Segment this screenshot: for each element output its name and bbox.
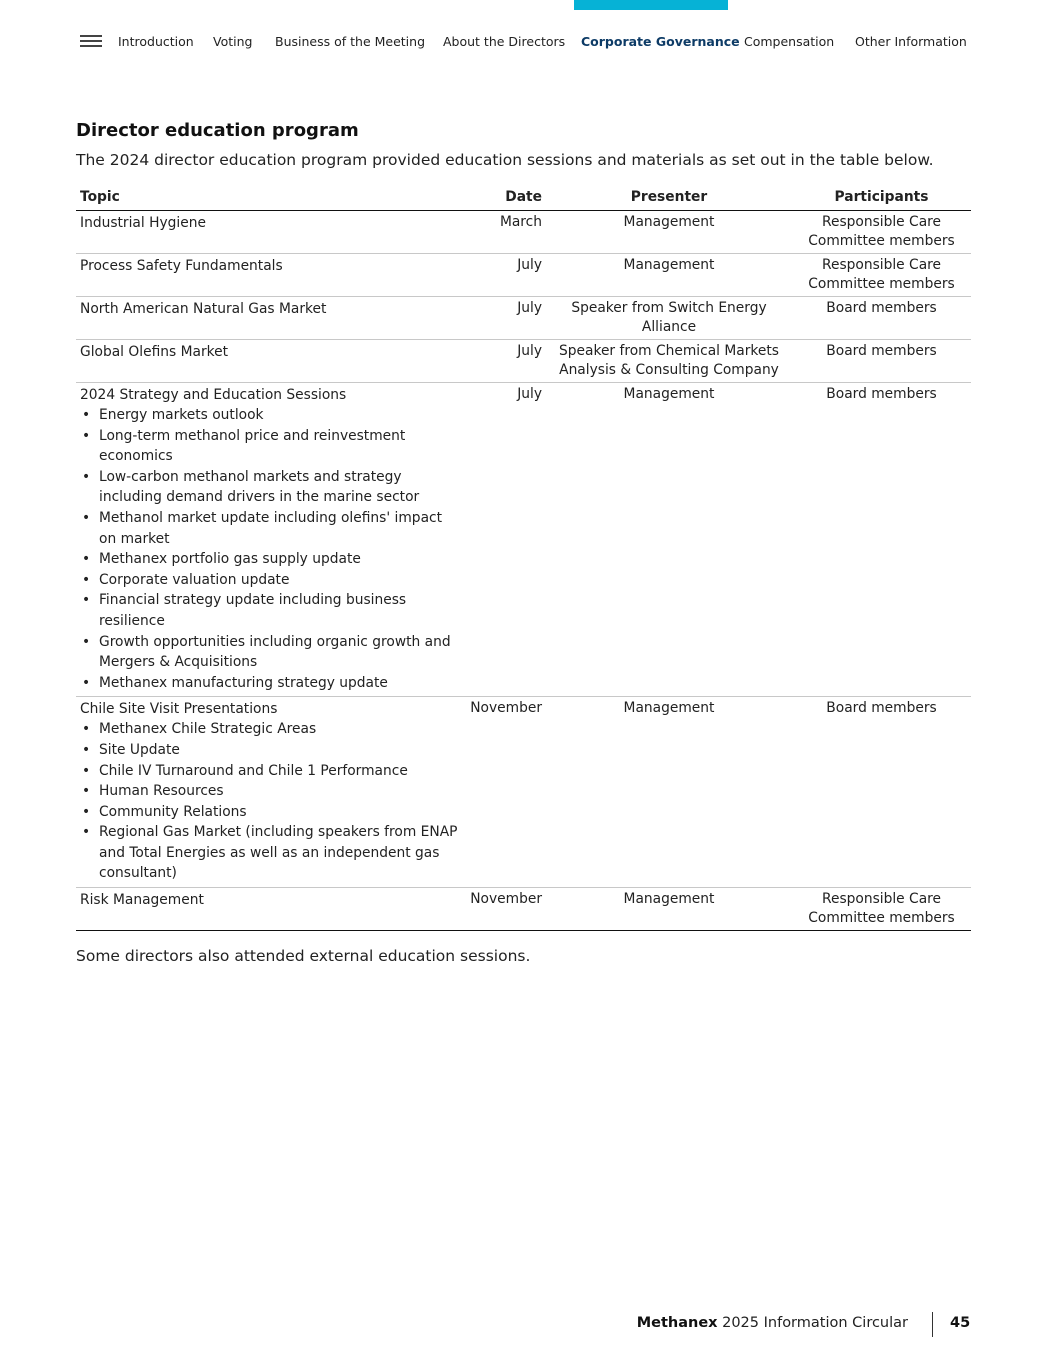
header-topic: Topic xyxy=(76,187,466,211)
topic-bullet-list xyxy=(80,719,462,884)
cell-date: July xyxy=(466,340,546,383)
list-item: • Energy markets outlook xyxy=(80,405,462,426)
cell-topic xyxy=(76,888,466,931)
section-footnote: Some directors also attended external education sessions. xyxy=(76,947,531,966)
section-title: Director education program xyxy=(76,120,359,141)
cell-date: November xyxy=(466,888,546,931)
cell-topic xyxy=(76,254,466,297)
list-item: • Site Update xyxy=(80,740,462,761)
nav-item-compensation[interactable]: Compensation xyxy=(744,34,835,49)
nav-item-voting[interactable]: Voting xyxy=(213,34,253,49)
cell-date: July xyxy=(466,383,546,697)
footer-divider xyxy=(932,1312,933,1337)
list-item: • Growth opportunities including organic growth and Mergers & Acquisitions xyxy=(80,632,462,673)
cell-presenter: Management xyxy=(546,697,792,888)
footer-brand: Methanex xyxy=(636,1315,718,1331)
cell-topic xyxy=(76,697,466,888)
table-header-row xyxy=(76,187,971,211)
table-row xyxy=(76,340,971,383)
list-item: • Regional Gas Market (including speakers from ENAP and Total Energies as well as an independent gas consultant) xyxy=(80,822,462,884)
cell-topic xyxy=(76,340,466,383)
list-item: • Methanex Chile Strategic Areas xyxy=(80,719,462,740)
table-row xyxy=(76,297,971,340)
page-footer xyxy=(0,1315,1048,1339)
nav-item-business-of-the-meeting[interactable]: Business of the Meeting xyxy=(275,34,425,49)
cell-presenter: Speaker from Switch Energy Alliance xyxy=(546,297,792,340)
nav-item-introduction[interactable]: Introduction xyxy=(118,34,194,49)
cell-participants: Responsible Care Committee members xyxy=(792,211,971,254)
main-content xyxy=(76,120,971,965)
list-item: • Community Relations xyxy=(80,802,462,823)
list-item: • Human Resources xyxy=(80,781,462,802)
table-row xyxy=(76,697,971,888)
table-row xyxy=(76,211,971,254)
list-item: • Methanex manufacturing strategy update xyxy=(80,673,462,694)
active-section-indicator xyxy=(574,0,728,10)
top-navigation xyxy=(0,0,1048,70)
list-item: • Financial strategy update including business resilience xyxy=(80,590,462,631)
topic-title: Chile Site Visit Presentations xyxy=(80,701,278,718)
cell-topic xyxy=(76,383,466,697)
table-row xyxy=(76,888,971,931)
cell-date: March xyxy=(466,211,546,254)
list-item: • Low-carbon methanol markets and strategy including demand drivers in the marine sector xyxy=(80,467,462,508)
nav-item-corporate-governance[interactable]: Corporate Governance xyxy=(581,34,740,49)
table-body xyxy=(76,211,971,931)
cell-presenter: Management xyxy=(546,211,792,254)
cell-participants: Board members xyxy=(792,697,971,888)
education-program-table xyxy=(76,187,971,931)
topic-title: Risk Management xyxy=(80,892,204,909)
list-item: • Corporate valuation update xyxy=(80,570,462,591)
table-row xyxy=(76,383,971,697)
topic-title: 2024 Strategy and Education Sessions xyxy=(80,387,347,403)
cell-topic xyxy=(76,297,466,340)
list-item: • Methanex portfolio gas supply update xyxy=(80,549,462,570)
topic-title: North American Natural Gas Market xyxy=(80,301,327,317)
section-intro: The 2024 director education program provided education sessions and materials as set out in the table below. xyxy=(76,151,934,169)
cell-presenter: Management xyxy=(546,383,792,697)
hamburger-menu-icon[interactable] xyxy=(80,35,102,49)
cell-presenter: Management xyxy=(546,888,792,931)
cell-date: July xyxy=(466,297,546,340)
topic-title: Industrial Hygiene xyxy=(80,215,206,231)
topic-title: Global Olefins Market xyxy=(80,344,229,360)
cell-participants: Board members xyxy=(792,340,971,383)
cell-date: November xyxy=(466,697,546,888)
topic-bullet-list xyxy=(80,405,462,693)
header-presenter: Presenter xyxy=(546,187,792,211)
nav-item-other-information[interactable]: Other Information xyxy=(855,34,967,49)
nav-item-about-the-directors[interactable]: About the Directors xyxy=(443,34,566,49)
page-number: 45 xyxy=(950,1315,971,1331)
cell-date: July xyxy=(466,254,546,297)
cell-participants: Board members xyxy=(792,383,971,697)
header-participants: Participants xyxy=(792,187,971,211)
cell-participants: Responsible Care Committee members xyxy=(792,888,971,931)
list-item: • Long-term methanol price and reinvestment economics xyxy=(80,426,462,467)
footer-doc-title: 2025 Information Circular xyxy=(722,1315,908,1331)
cell-participants: Board members xyxy=(792,297,971,340)
cell-presenter: Management xyxy=(546,254,792,297)
cell-presenter: Speaker from Chemical Markets Analysis & Consulting Company xyxy=(546,340,792,383)
list-item: • Methanol market update including olefins' impact on market xyxy=(80,508,462,549)
topic-title: Process Safety Fundamentals xyxy=(80,258,283,274)
table-row xyxy=(76,254,971,297)
list-item: • Chile IV Turnaround and Chile 1 Performance xyxy=(80,761,462,782)
header-date: Date xyxy=(466,187,546,211)
cell-participants: Responsible Care Committee members xyxy=(792,254,971,297)
cell-topic xyxy=(76,211,466,254)
footer-document-title xyxy=(637,1315,908,1331)
